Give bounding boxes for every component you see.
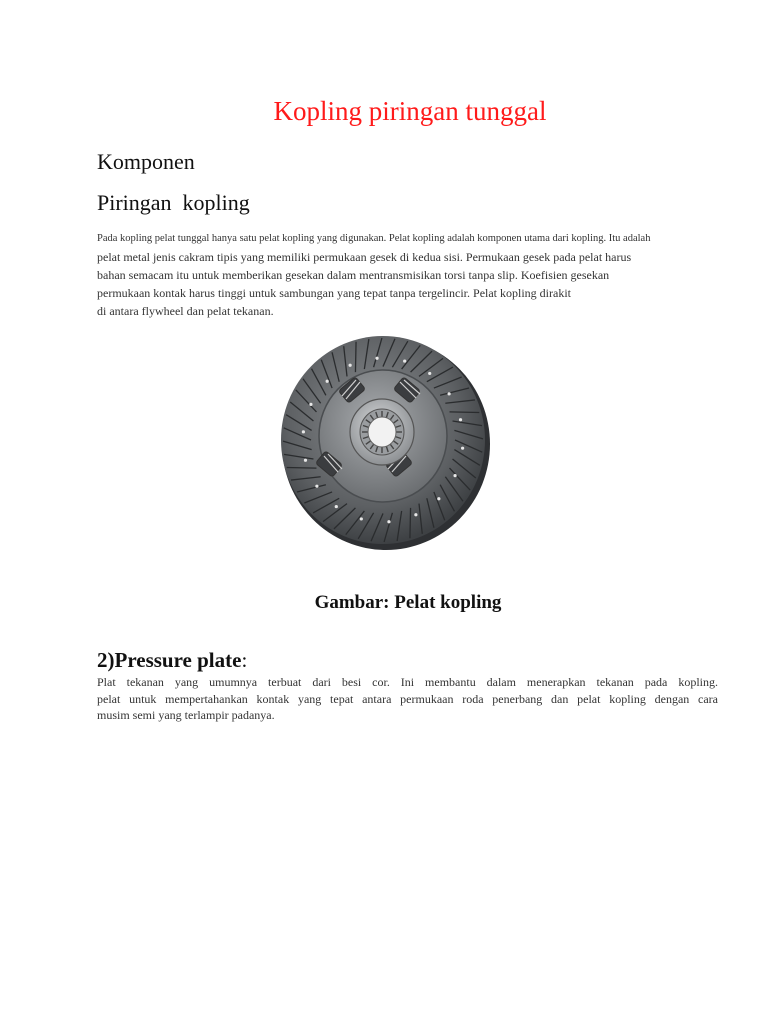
paragraph-line: bahan semacam itu untuk memberikan gesekan dalam mentransmisikan torsi tanpa slip. Koefisien gesekan [97, 268, 610, 282]
page-title: Kopling piringan tunggal [273, 96, 547, 126]
figure-caption: Gambar: Pelat kopling [314, 592, 502, 613]
heading-pressure-plate-label: 2)Pressure plate [97, 648, 242, 672]
paragraph-line: musim semi yang terlampir padanya. [97, 708, 275, 722]
heading-piringan-kopling: Piringan kopling [97, 190, 250, 215]
heading-pressure-plate [97, 648, 247, 673]
paragraph-clutch-plate [97, 230, 722, 320]
clutch-plate-image [276, 332, 492, 552]
heading-pressure-plate-colon: : [241, 648, 248, 672]
paragraph-pressure-plate [97, 674, 718, 724]
paragraph-line: pelat untuk mempertahankan kontak yang tepat antara permukaan roda penerbang dan pelat kopling dengan cara [97, 691, 718, 706]
paragraph-line: Pada kopling pelat tunggal hanya satu pelat kopling yang digunakan. Pelat kopling adalah komponen utama dari kopling. Itu adalah [97, 233, 651, 244]
clutch-plate-icon [276, 332, 492, 552]
paragraph-line: permukaan kontak harus tinggi untuk sambungan yang tepat tanpa tergelincir. Pelat kopling dirakit [97, 286, 571, 300]
paragraph-line: di antara flywheel dan pelat tekanan. [97, 304, 274, 318]
paragraph-line: pelat metal jenis cakram tipis yang memiliki permukaan gesek di kedua sisi. Permukaan gesek pada pelat harus [97, 250, 632, 264]
paragraph-line: Plat tekanan yang umumnya terbuat dari besi cor. Ini membantu dalam menerapkan tekanan pada kopling. [97, 675, 718, 689]
heading-komponen: Komponen [97, 149, 195, 174]
